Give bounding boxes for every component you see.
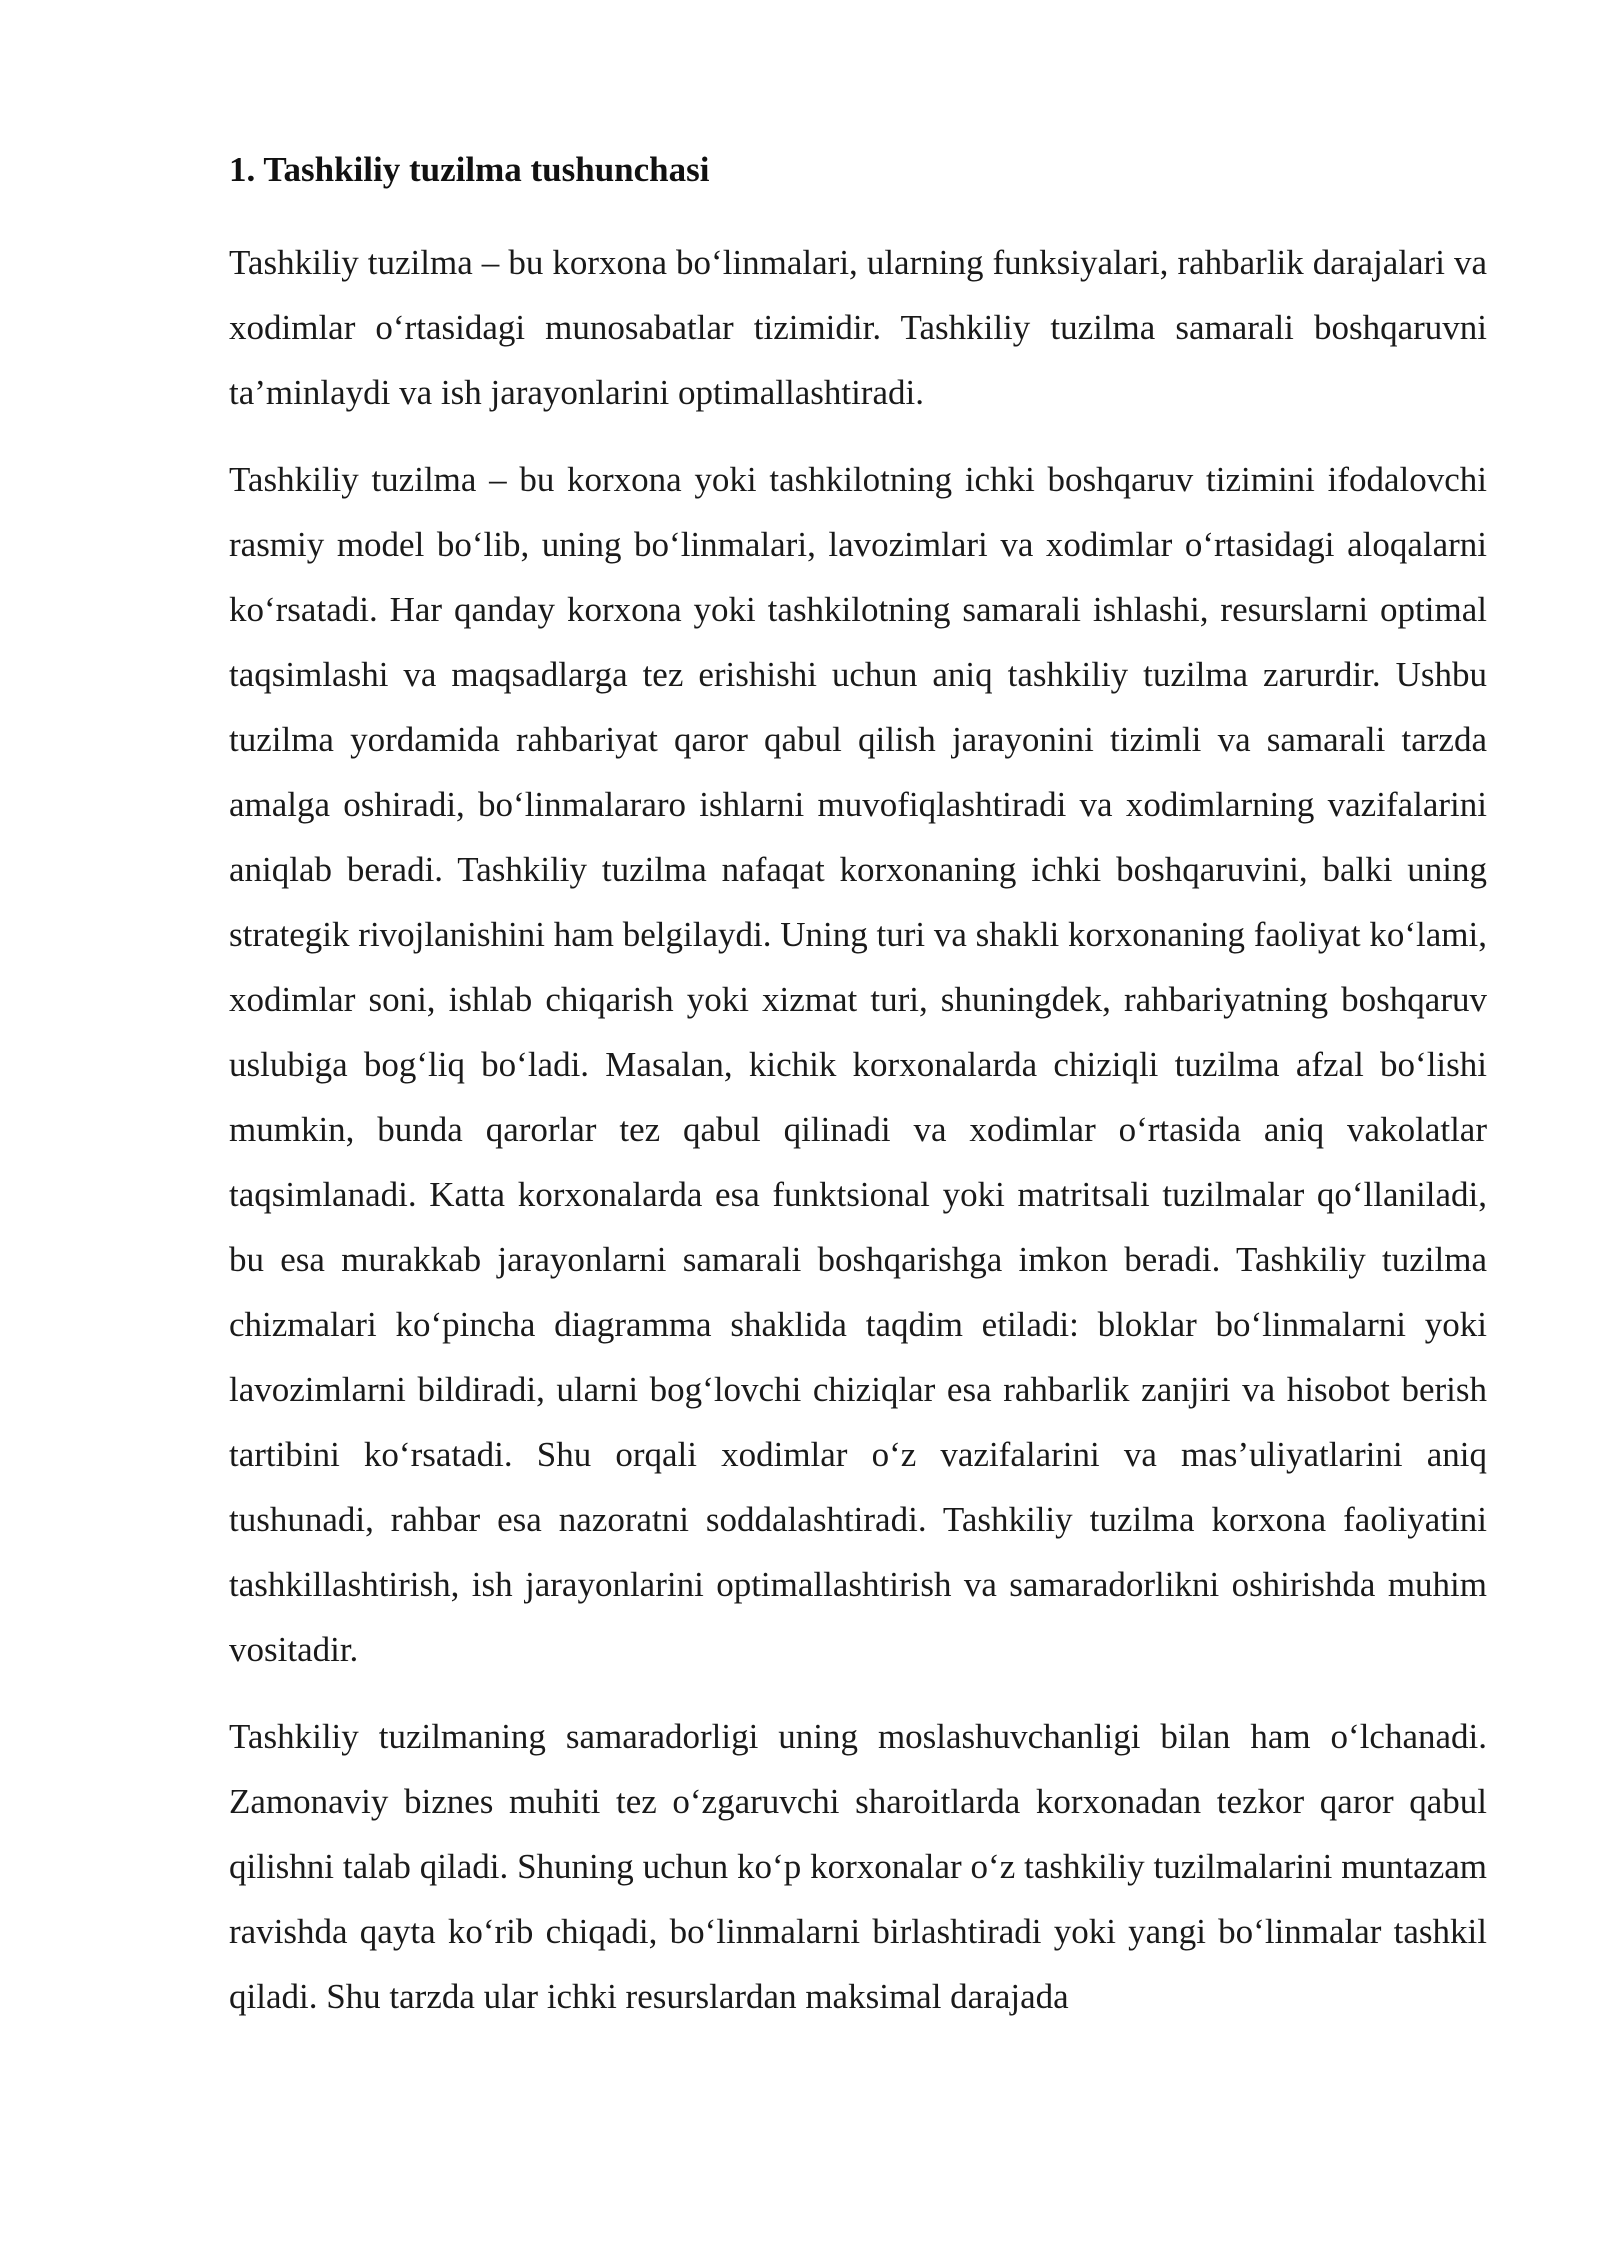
document-body	[229, 146, 1487, 2051]
paragraph-structure-details: Tashkiliy tuzilma – bu korxona yoki tashkilotning ichki boshqaruv tizimini ifodalovchi rasmiy model bo‘lib, uning bo‘linmalari, lavozimlari va xodimlar o‘rtasidagi aloqalarni ko‘rsatadi. Har qanday korxona yoki tashkilotning samarali ishlashi, resurslarni optimal taqsimlashi va maqsadlarga tez erishishi uchun aniq tashkiliy tuzilma zarurdir. Ushbu tuzilma yordamida rahbariyat qaror qabul qilish jarayonini tizimli va samarali tarzda amalga oshiradi, bo‘linmalararo ishlarni muvofiqlashtiradi va xodimlarning vazifalarini aniqlab beradi. Tashkiliy tuzilma nafaqat korxonaning ichki boshqaruvini, balki uning strategik rivojlanishini ham belgilaydi. Uning turi va shakli korxonaning faoliyat ko‘lami, xodimlar soni, ishlab chiqarish yoki xizmat turi, shuningdek, rahbariyatning boshqaruv uslubiga bog‘liq bo‘ladi. Masalan, kichik korxonalarda chiziqli tuzilma afzal bo‘lishi mumkin, bunda qarorlar tez qabul qilinadi va xodimlar o‘rtasida aniq vakolatlar taqsimlanadi. Katta korxonalarda esa funktsional yoki matritsali tuzilmalar qo‘llaniladi, bu esa murakkab jarayonlarni samarali boshqarishga imkon beradi. Tashkiliy tuzilma chizmalari ko‘pincha diagramma shaklida taqdim etiladi: bloklar bo‘linmalarni yoki lavozimlarni bildiradi, ularni bog‘lovchi chiziqlar esa rahbarlik zanjiri va hisobot berish tartibini ko‘rsatadi. Shu orqali xodimlar o‘z vazifalarini va mas’uliyatlarini aniq tushunadi, rahbar esa nazoratni soddalashtiradi. Tashkiliy tuzilma korxona faoliyatini tashkillashtirish, ish jarayonlarini optimallashtirish va samaradorlikni oshirishda muhim vositadir.	[229, 460, 1487, 1669]
paragraph-effectiveness: Tashkiliy tuzilmaning samaradorligi uning moslashuvchanligi bilan ham o‘lchanadi. Zamonaviy biznes muhiti tez o‘zgaruvchi sharoitlarda korxonadan tezkor qaror qabul qilishni talab qiladi. Shuning uchun ko‘p korxonalar o‘z tashkiliy tuzilmalarini muntazam ravishda qayta ko‘rib chiqadi, bo‘linmalarni birlashtiradi yoki yangi bo‘linmalar tashkil qiladi. Shu tarzda ular ichki resurslardan maksimal darajada	[229, 1717, 1487, 2016]
section-heading: 1. Tashkiliy tuzilma tushunchasi	[229, 150, 710, 189]
paragraph-definition: Tashkiliy tuzilma – bu korxona bo‘linmalari, ularning funksiyalari, rahbarlik darajalari va xodimlar o‘rtasidagi munosabatlar tizimidir. Tashkiliy tuzilma samarali boshqaruvni ta’minlaydi va ish jarayonlarini optimallashtiradi.	[229, 243, 1487, 412]
